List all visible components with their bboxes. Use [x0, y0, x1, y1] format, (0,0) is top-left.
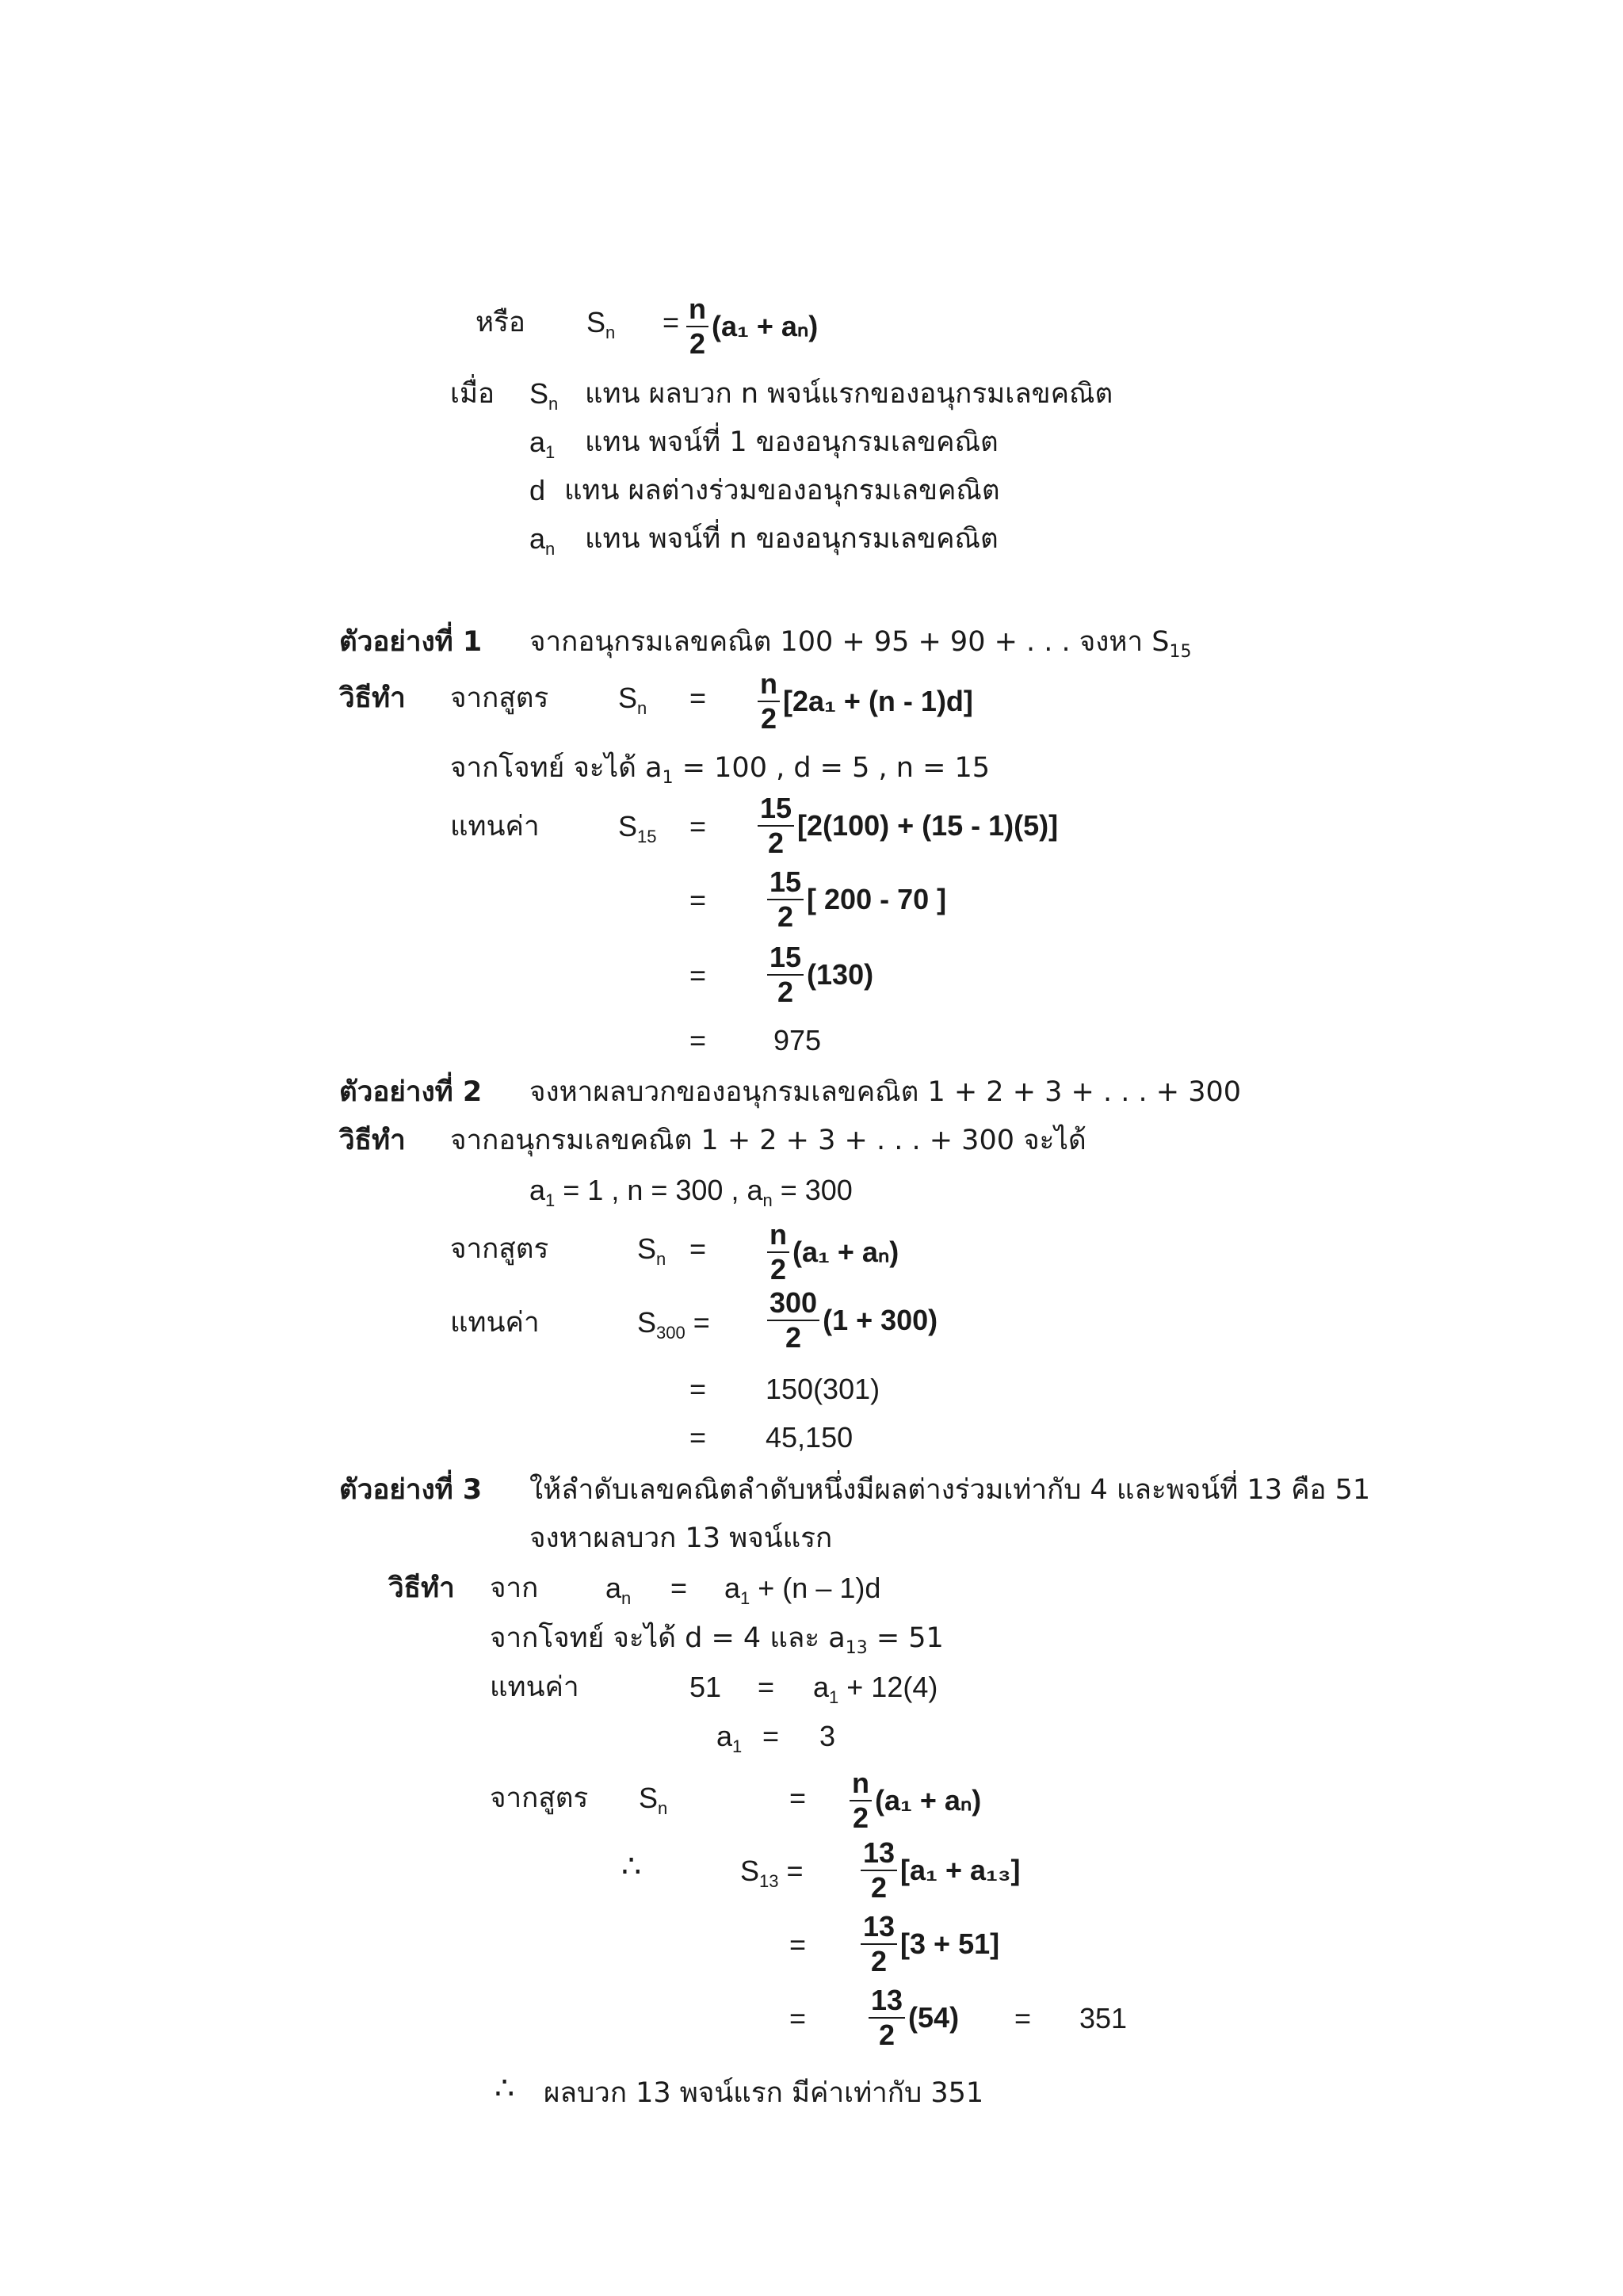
- fraction: $\frac{13}{2}$: [869, 1986, 905, 2050]
- from-formula-label: จากสูตร: [450, 682, 549, 714]
- therefore-icon: ∴: [621, 1848, 642, 1885]
- step-1: $\frac{13}{2}$ [a₁ + a₁₃]: [861, 1839, 1021, 1902]
- therefore-icon: ∴: [495, 2070, 515, 2107]
- fraction: $\frac{13}{2}$: [861, 1839, 897, 1902]
- example-2-title: ตัวอย่างที่ 2: [339, 1076, 483, 1108]
- or-label: หรือ: [475, 307, 525, 338]
- s13-symbol: $S_{13}$ =: [740, 1855, 804, 1891]
- result-value: 351: [1079, 2002, 1128, 2034]
- example-1-question: จากอนุกรมเลขคณิต 100 + 95 + 90 + . . . จงหา $S_{15}$: [529, 626, 1192, 662]
- sn-formula: $\frac{n}{2}$ (a₁ + aₙ): [686, 295, 818, 358]
- step-1: $\frac{300}{2}$ (1 + 300): [767, 1289, 938, 1352]
- from-series-text: จากอนุกรมเลขคณิต 1 + 2 + 3 + . . . + 300 จะได้: [450, 1125, 1086, 1156]
- example-2-solution-label: วิธีทำ: [339, 1125, 406, 1156]
- equals-sign: =: [689, 682, 707, 714]
- equals-sign: =: [689, 1373, 707, 1405]
- conclusion-text: ผลบวก 13 พจน์แรก มีค่าเท่ากับ 351: [544, 2077, 984, 2109]
- result-value: 975: [773, 1024, 822, 1056]
- from-label: จาก: [490, 1572, 539, 1604]
- step-3: $\frac{13}{2}$ (54): [869, 1986, 959, 2050]
- equals-sign: =: [689, 1024, 707, 1056]
- example-1-solution-label: วิธีทำ: [339, 682, 406, 714]
- equals-sign: =: [789, 1782, 807, 1814]
- sn-symbol: $S_n$: [586, 306, 616, 342]
- when-label: เมื่อ: [450, 378, 495, 410]
- equals-sign: =: [689, 810, 707, 842]
- fraction: $\frac{15}{2}$: [767, 943, 804, 1007]
- given-values: จากโจทย์ จะได้ d = 4 และ $a_{13} = 51$: [490, 1622, 944, 1658]
- step-2: 150(301): [766, 1373, 880, 1405]
- def-text-d: แทน ผลต่างร่วมของอนุกรมเลขคณิต: [564, 475, 1000, 506]
- def-symbol-d: d: [529, 474, 546, 506]
- def-text-sn: แทน ผลบวก n พจน์แรกของอนุกรมเลขคณิต: [585, 378, 1113, 410]
- fraction: $\frac{n}{2}$: [686, 295, 708, 358]
- substitution-lhs: 51: [689, 1671, 722, 1703]
- a1-value: 3: [819, 1720, 836, 1752]
- nth-term-formula: $a_1 + (n - 1)d$: [724, 1572, 881, 1608]
- example-3-solution-label: วิธีทำ: [388, 1572, 455, 1604]
- example-3-question-line-1: ให้ลำดับเลขคณิตลำดับหนึ่งมีผลต่างร่วมเท่ากับ 4 และพจน์ที่ 13 คือ 51: [529, 1474, 1371, 1506]
- sum-formula: $\frac{n}{2}$ (a₁ + aₙ): [767, 1221, 899, 1284]
- substitute-label: แทนค่า: [450, 811, 540, 842]
- substitution-rhs: $a_1 + 12(4)$: [813, 1671, 938, 1707]
- equals-sign: =: [689, 959, 707, 991]
- def-symbol-a1: $a_1$: [529, 426, 556, 462]
- example-1-title: ตัวอย่างที่ 1: [339, 626, 483, 658]
- substitute-label: แทนค่า: [450, 1307, 540, 1339]
- sn-symbol: $S_n$: [639, 1782, 668, 1818]
- example-3-title: ตัวอย่างที่ 3: [339, 1474, 483, 1506]
- s15-symbol: $S_{15}$: [618, 810, 657, 846]
- s300-symbol: $S_{300}$ =: [637, 1306, 710, 1343]
- fraction: $\frac{15}{2}$: [758, 794, 794, 858]
- given-values: $a_1 = 1$ , n = 300 , $a_n = 300$: [529, 1174, 853, 1210]
- from-formula-label: จากสูตร: [450, 1233, 549, 1265]
- equals-sign: =: [789, 2002, 807, 2034]
- fraction: $\frac{300}{2}$: [767, 1289, 819, 1352]
- equals-sign: =: [689, 1421, 707, 1454]
- example-3-question-line-2: จงหาผลบวก 13 พจน์แรก: [529, 1522, 833, 1554]
- def-symbol-an: $a_n$: [529, 522, 556, 559]
- sn-symbol: $S_n$: [637, 1232, 666, 1269]
- fraction: $\frac{n}{2}$: [850, 1769, 872, 1832]
- def-symbol-sn: $S_n$: [529, 377, 559, 414]
- fraction: $\frac{15}{2}$: [767, 868, 804, 931]
- step-2: $\frac{15}{2}$ [ 200 - 70 ]: [767, 868, 946, 931]
- equals-sign: =: [758, 1671, 775, 1703]
- equals-sign: =: [689, 884, 707, 916]
- a1-symbol: $a_1$: [716, 1720, 743, 1756]
- example-2-question: จงหาผลบวกของอนุกรมเลขคณิต 1 + 2 + 3 + . . . + 300: [529, 1076, 1242, 1108]
- an-symbol: $a_n$: [605, 1572, 632, 1608]
- given-values: จากโจทย์ จะได้ $a_1 = 100$ , d = 5 , n = 15: [450, 752, 991, 788]
- step-3: $\frac{15}{2}$ (130): [767, 943, 873, 1007]
- result-value: 45,150: [766, 1421, 854, 1454]
- equals-sign: =: [689, 1232, 707, 1265]
- step-2: $\frac{13}{2}$ [3 + 51]: [861, 1912, 999, 1976]
- sum-formula: $\frac{n}{2}$ [2a₁ + (n - 1)d]: [758, 670, 973, 733]
- equals-sign: =: [1014, 2002, 1032, 2034]
- equals-sign: =: [762, 1720, 780, 1752]
- fraction: $\frac{n}{2}$: [767, 1221, 789, 1284]
- from-formula-label: จากสูตร: [490, 1782, 589, 1814]
- substitute-label: แทนค่า: [490, 1671, 579, 1703]
- fraction: $\frac{n}{2}$: [758, 670, 780, 733]
- equals-sign: =: [663, 306, 680, 338]
- def-text-a1: แทน พจน์ที่ 1 ของอนุกรมเลขคณิต: [585, 426, 999, 458]
- step-1: $\frac{15}{2}$ [2(100) + (15 - 1)(5)]: [758, 794, 1058, 858]
- equals-sign: =: [789, 1928, 807, 1961]
- equals-sign: =: [670, 1572, 688, 1604]
- fraction: $\frac{13}{2}$: [861, 1912, 897, 1976]
- sum-formula: $\frac{n}{2}$ (a₁ + aₙ): [850, 1769, 981, 1832]
- sn-symbol: $S_n$: [618, 682, 647, 718]
- def-text-an: แทน พจน์ที่ n ของอนุกรมเลขคณิต: [585, 523, 999, 555]
